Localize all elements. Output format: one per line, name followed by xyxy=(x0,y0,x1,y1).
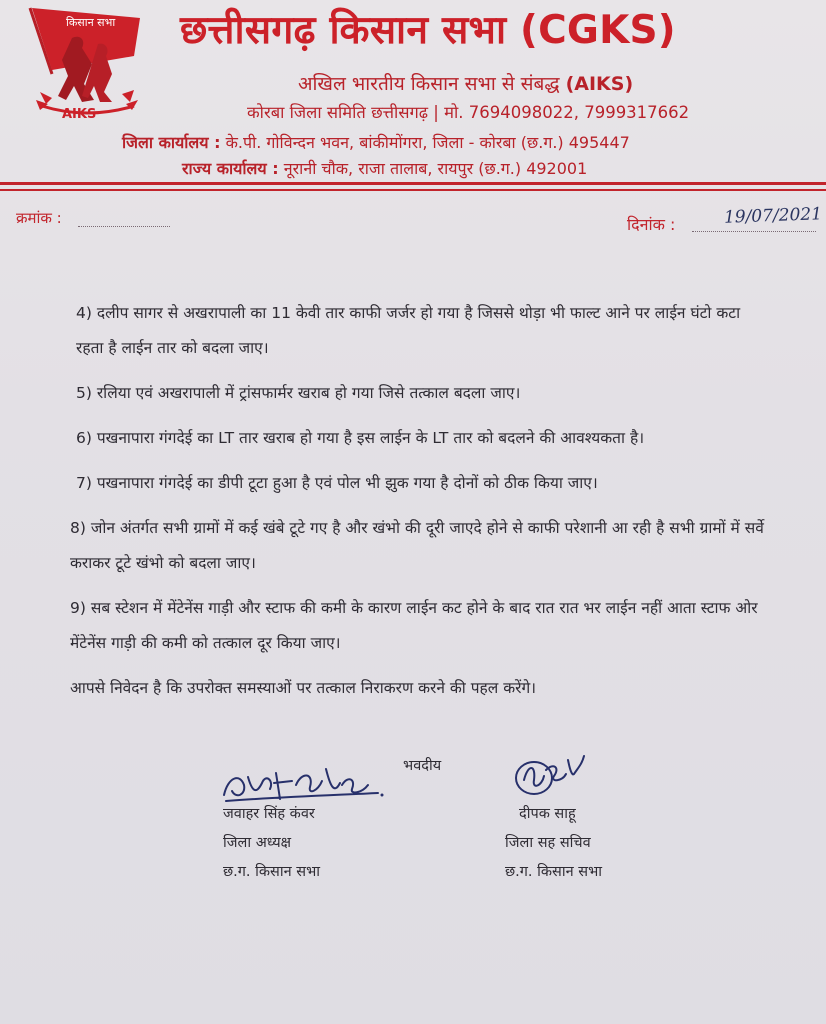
logo-text-top: किसान सभा xyxy=(66,16,116,29)
right-signature-icon xyxy=(510,750,588,802)
point-item: 6) पखनापारा गंगदेई का LT तार खराब हो गया है इस लाईन के LT तार को बदलने की आवश्यकता है। xyxy=(76,429,645,447)
right-signatory-designation: जिला सह सचिव xyxy=(505,835,591,851)
point-item: 5) रलिया एवं अखरापाली में ट्रांसफार्मर खराब हो गया जिसे तत्काल बदला जाए। xyxy=(76,384,521,402)
right-signatory-name: दीपक साहू xyxy=(519,806,576,822)
left-signatory-designation: जिला अध्यक्ष xyxy=(223,835,292,851)
point-item: 4) दलीप सागर से अखरापाली का 11 केवी तार काफी जर्जर हो गया है जिससे थोड़ा भी फाल्ट आने पर लाईन घंटो कटा रहता है लाईन तार को बदला जाए। xyxy=(76,304,741,357)
district-office-value: के.पी. गोविन्दन भवन, बांकीमोंगरा, जिला - कोरबा (छ.ग.) 495447 xyxy=(225,133,630,152)
aiks-flag-logo-icon xyxy=(22,4,152,122)
committee-contact-line: कोरबा जिला समिति छत्तीसगढ़ | मो. 7694098022, 7999317662 xyxy=(247,103,690,122)
state-office-value: नूरानी चौक, राजा तालाब, रायपुर (छ.ग.) 492001 xyxy=(283,159,588,178)
state-office-label: राज्य कार्यालय : xyxy=(182,159,279,178)
left-signatory-name: जवाहर सिंह कंवर xyxy=(223,806,315,822)
point-item: 9) सब स्टेशन में मेंटेनेंस गाड़ी और स्टाफ की कमी के कारण लाईन कट होने के बाद रात रात भर लाईन नहीं आता स्टाफ ओर मेंटेनेंस गाड़ी की कमी को तत्काल दूर किया जाए। xyxy=(70,599,758,652)
yours-faithfully: भवदीय xyxy=(403,758,442,774)
organization-title: छत्तीसगढ़ किसान सभा (CGKS) xyxy=(180,8,676,53)
handwritten-date: 19/07/2021 xyxy=(723,204,823,228)
state-office-line xyxy=(182,157,587,179)
date-label: दिनांक : xyxy=(627,215,676,234)
letter-body xyxy=(70,296,770,716)
header-divider-thin xyxy=(0,189,826,191)
closing-request: आपसे निवेदन है कि उपरोक्त समस्याओं पर तत्काल निराकरण करने की पहल करेंगे। xyxy=(70,679,537,697)
affiliation-text: अखिल भारतीय किसान सभा से संबद्ध xyxy=(298,73,560,95)
left-signatory-org: छ.ग. किसान सभा xyxy=(223,864,321,880)
right-signatory xyxy=(505,800,602,887)
point-item: 8) जोन अंतर्गत सभी ग्रामों में कई खंबे टूटे गए है और खंभो की दूरी जाएदे होने से काफी परेशानी आ रही है सभी ग्रामों में सर्वे कराकर टूटे खंभो को बदला जाए। xyxy=(70,519,764,572)
logo-text-bottom: AIKS xyxy=(62,107,97,122)
district-office-label: जिला कार्यालय : xyxy=(122,133,221,152)
right-signatory-org: छ.ग. किसान सभा xyxy=(505,864,603,880)
left-signatory xyxy=(223,800,320,887)
affiliation-line xyxy=(298,70,633,96)
reference-number-blank xyxy=(78,226,170,227)
reference-number-label: क्रमांक : xyxy=(16,209,62,227)
affiliation-abbr: (AIKS) xyxy=(565,73,634,95)
date-blank-line xyxy=(692,231,816,232)
district-office-line xyxy=(122,131,630,153)
header-divider-thick xyxy=(0,182,826,185)
point-item: 7) पखनापारा गंगदेई का डीपी टूटा हुआ है एवं पोल भी झुक गया है दोनों को ठीक किया जाए। xyxy=(76,474,598,492)
